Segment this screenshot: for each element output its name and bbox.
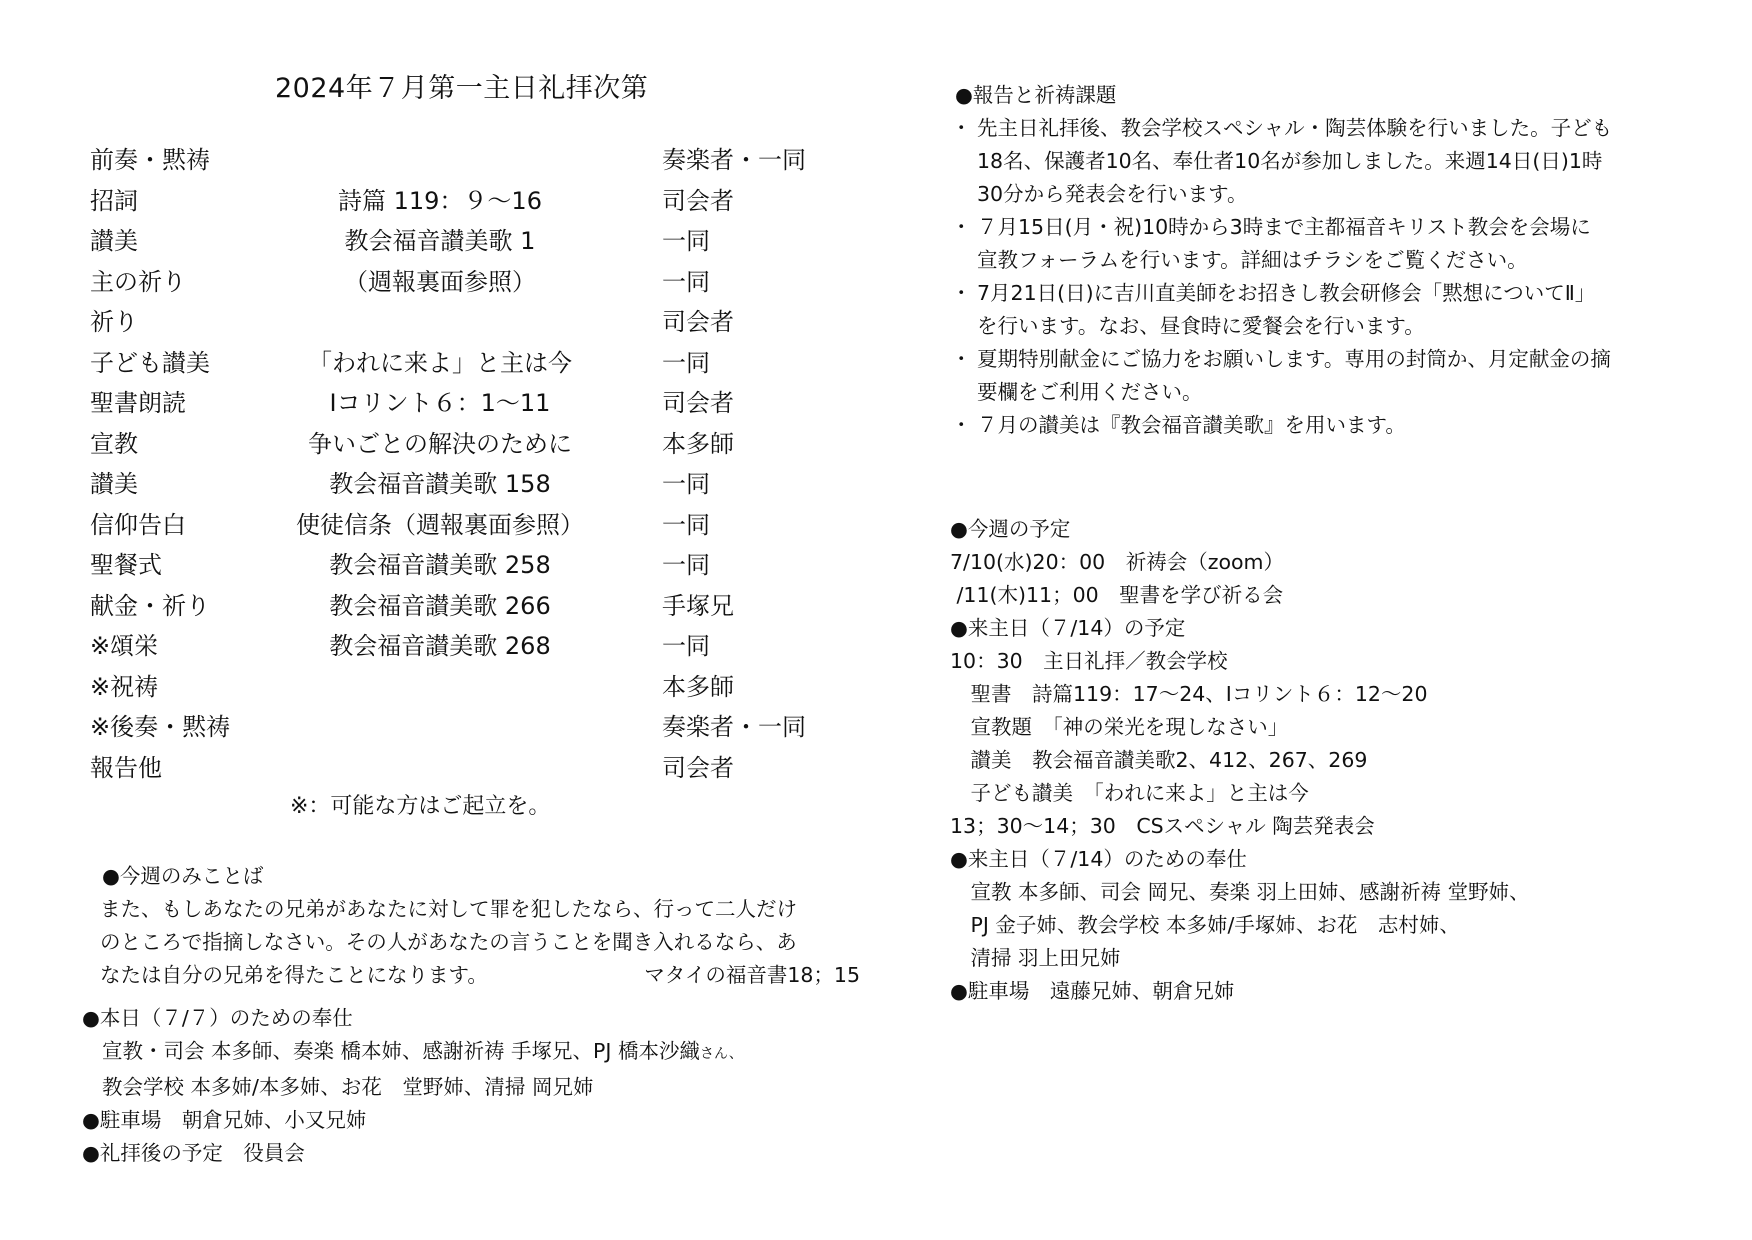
order-item: ※頌栄 <box>90 632 159 660</box>
next-sunday-line: 子ども讃美 「われに来よ」と主は今 <box>950 781 1309 805</box>
order-item: 聖餐式 <box>90 551 162 579</box>
order-item: 招詞 <box>90 186 138 215</box>
order-row <box>90 545 830 585</box>
reports-list <box>951 112 1715 442</box>
next-service-heading: ●来主日（７/14）のための奉仕 <box>950 847 1247 871</box>
order-leader: 一同 <box>662 267 710 296</box>
schedule-section <box>950 513 1710 1008</box>
order-content: 教会福音讃美歌 268 <box>329 632 551 660</box>
next-sunday-heading: ●来主日（７/14）の予定 <box>950 616 1186 640</box>
bullet-mark: ・ <box>951 215 972 239</box>
order-row <box>90 626 830 666</box>
order-leader: 一同 <box>662 632 710 660</box>
next-service-line: 清掃 羽上田兄姉 <box>950 946 1121 970</box>
bullet-mark: ・ <box>951 347 972 371</box>
order-content: 「われに来よ」と主は今 <box>308 348 572 377</box>
order-row <box>90 748 830 788</box>
order-leader: 奏楽者・一同 <box>662 146 806 174</box>
order-leader: 一同 <box>662 551 710 579</box>
order-item: 献金・祈り <box>90 591 210 620</box>
service-today <box>82 1002 743 1170</box>
order-content: 使徒信条（週報裏面参照） <box>296 510 584 539</box>
order-row <box>90 505 830 545</box>
order-content: 教会福音讃美歌 158 <box>329 470 551 498</box>
order-item: 主の祈り <box>90 267 186 296</box>
order-row <box>90 181 830 221</box>
report-line <box>955 310 1715 343</box>
order-leader: 一同 <box>662 470 710 498</box>
next-service-line: 宣教 本多師、司会 岡兄、奏楽 羽上田姉、感謝祈祷 堂野姉、 <box>950 880 1530 904</box>
order-row <box>90 221 830 261</box>
parking-next: ●駐車場 遠藤兄姉、朝倉兄姉 <box>950 979 1235 1003</box>
order-row <box>90 383 830 423</box>
order-content: 教会福音讃美歌 258 <box>329 551 551 579</box>
report-line <box>951 343 1715 376</box>
reports-heading: ●報告と祈祷課題 <box>955 83 1117 107</box>
order-item: ※後奏・黙祷 <box>90 713 231 741</box>
order-item: 報告他 <box>90 753 162 782</box>
report-text: ７月の讃美は『教会福音讃美歌』を用います。 <box>977 413 1406 437</box>
order-item: 宣教 <box>90 429 138 458</box>
order-leader: 司会者 <box>662 186 734 215</box>
report-text: 30分から発表会を行います。 <box>977 182 1248 206</box>
reports-section <box>951 79 1715 442</box>
bullet-mark: ・ <box>951 116 972 140</box>
report-text: を行います。なお、昼食時に愛餐会を行います。 <box>977 314 1425 338</box>
report-line <box>955 244 1715 277</box>
next-service-line: PJ 金子姉、教会学校 本多姉/手塚姉、お花 志村姉、 <box>950 913 1460 937</box>
next-sunday-line: 宣教題 「神の栄光を現しなさい」 <box>950 715 1289 739</box>
honorific-small: さん、 <box>699 1046 743 1062</box>
next-sunday-line: 10：30 主日礼拝／教会学校 <box>950 649 1228 673</box>
weekly-word-last <box>100 959 860 992</box>
order-item: 讃美 <box>90 470 138 498</box>
report-line <box>955 145 1715 178</box>
report-text: 宣教フォーラムを行います。詳細はチラシをご覧ください。 <box>977 248 1528 272</box>
order-row <box>90 140 830 180</box>
order-leader: 本多師 <box>662 672 734 701</box>
page-title: 2024年７月第一主日礼拝次第 <box>275 73 649 104</box>
order-content: Ⅰコリント６：1～11 <box>329 389 551 417</box>
order-row <box>90 707 830 747</box>
bullet-mark: ・ <box>951 413 972 437</box>
order-row <box>90 424 830 464</box>
order-content: 詩篇 119：９～16 <box>338 186 542 215</box>
report-line <box>951 409 1715 442</box>
order-leader: 手塚兄 <box>662 591 734 620</box>
weekly-word-reference: マタイの福音書18；15 <box>644 963 860 987</box>
bullet-mark: ・ <box>951 281 972 305</box>
weekly-word-line: なたは自分の兄弟を得たことになります。 <box>100 963 488 987</box>
standing-note: ※：可能な方はご起立を。 <box>290 794 551 819</box>
report-text: 18名、保護者10名、奉仕者10名が参加しました。来週14日(日)1時 <box>977 149 1603 173</box>
order-content: （週報裏面参照） <box>344 267 536 296</box>
order-row <box>90 262 830 302</box>
order-item: 子ども讃美 <box>90 348 210 377</box>
order-item: 聖書朗読 <box>90 389 186 417</box>
order-item: 信仰告白 <box>90 510 186 539</box>
week-heading: ●今週の予定 <box>950 517 1071 541</box>
order-item: 祈り <box>90 308 138 336</box>
week-line: 7/10(水)20：00 祈祷会（zoom） <box>950 550 1285 574</box>
order-leader: 司会者 <box>662 753 734 782</box>
next-sunday-line: 13；30～14；30 CSスペシャル 陶芸発表会 <box>950 814 1375 838</box>
report-line <box>951 211 1715 244</box>
order-item: 前奏・黙祷 <box>90 146 210 174</box>
order-row <box>90 343 830 383</box>
report-text: 要欄をご利用ください。 <box>977 380 1203 404</box>
order-leader: 一同 <box>662 510 710 539</box>
weekly-word <box>100 860 860 992</box>
week-line: /11(木)11；00 聖書を学び祈る会 <box>950 583 1284 607</box>
service-today-line: 宣教・司会 本多師、奏楽 橋本姉、感謝祈祷 手塚兄、PJ 橋本沙織さん、 <box>102 1039 743 1063</box>
report-line <box>951 112 1715 145</box>
service-today-line: 教会学校 本多姉/本多姉、お花 堂野姉、清掃 岡兄姉 <box>102 1075 594 1099</box>
order-leader: 本多師 <box>662 429 734 458</box>
report-text: 先主日礼拝後、教会学校スペシャル・陶芸体験を行いました。子ども <box>977 116 1613 140</box>
report-text: 7月21日(日)に吉川直美師をお招きし教会研修会「黙想についてⅡ」 <box>977 281 1596 305</box>
order-row <box>90 586 830 626</box>
weekly-word-line: のところで指摘しなさい。その人があなたの言うことを聞き入れるなら、あ <box>100 930 797 954</box>
order-content: 教会福音讃美歌 266 <box>329 591 551 620</box>
order-leader: 奏楽者・一同 <box>662 713 806 741</box>
order-row <box>90 667 830 707</box>
order-leader: 一同 <box>662 227 710 255</box>
order-content: 争いごとの解決のために <box>308 429 572 458</box>
order-content: 教会福音讃美歌 1 <box>344 227 536 255</box>
order-item: 讃美 <box>90 227 138 255</box>
report-text: ７月15日(月・祝)10時から3時まで主都福音キリスト教会を会場に <box>977 215 1591 239</box>
report-line <box>955 376 1715 409</box>
service-today-heading: ●本日（７/７）のための奉仕 <box>82 1006 353 1030</box>
report-text: 夏期特別献金にご協力をお願いします。専用の封筒か、月定献金の摘 <box>977 347 1611 371</box>
order-row <box>90 464 830 504</box>
order-leader: 一同 <box>662 348 710 377</box>
next-sunday-line: 聖書 詩篇119：17～24、Ⅰコリント６：12～20 <box>950 682 1428 706</box>
order-item: ※祝祷 <box>90 672 159 701</box>
next-sunday-line: 讃美 教会福音讃美歌2、412、267、269 <box>950 748 1368 772</box>
parking-today: ●駐車場 朝倉兄姉、小又兄姉 <box>82 1108 367 1132</box>
weekly-word-line: また、もしあなたの兄弟があなたに対して罪を犯したなら、行って二人だけ <box>100 897 797 921</box>
after-service-plan: ●礼拝後の予定 役員会 <box>82 1141 305 1165</box>
report-line <box>951 277 1715 310</box>
order-leader: 司会者 <box>662 389 734 417</box>
report-line <box>955 178 1715 211</box>
order-leader: 司会者 <box>662 308 734 336</box>
weekly-word-heading: ●今週のみことば <box>102 864 264 888</box>
order-row <box>90 302 830 342</box>
